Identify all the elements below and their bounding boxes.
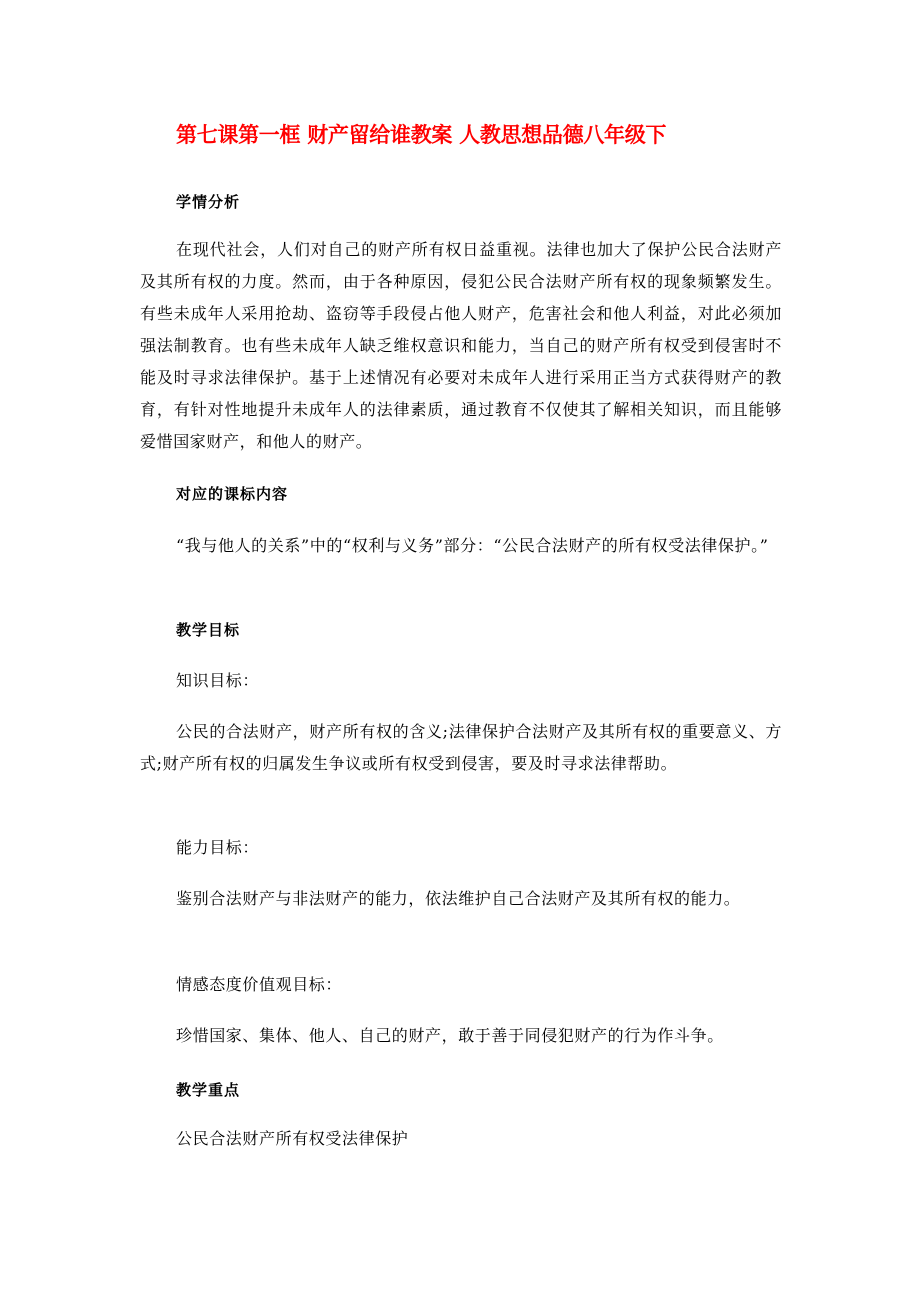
section-heading-analysis: 学情分析 — [176, 193, 241, 211]
label-ability-objective: 能力目标： — [176, 838, 260, 857]
paragraph-knowledge-objective: 公民的合法财产，财产所有权的含义;法律保护合法财产及其所有权的重要意义、方式;财产所有权的归属发生争议或所有权受到侵害，要及时寻求法律帮助。 — [140, 722, 782, 773]
document-title: 第七课第一框 财产留给谁教案 人教思想品德八年级下 — [176, 123, 667, 147]
section-heading-standard: 对应的课标内容 — [176, 485, 289, 503]
label-knowledge-objective: 知识目标： — [176, 671, 260, 690]
section-heading-objectives: 教学目标 — [176, 621, 241, 639]
paragraph-attitude-objective: 珍惜国家、集体、他人、自己的财产，敢于善于同侵犯财产的行为作斗争。 — [176, 1026, 724, 1045]
paragraph-ability-objective: 鉴别合法财产与非法财产的能力，依法维护自己合法财产及其所有权的能力。 — [176, 889, 741, 908]
paragraph-analysis: 在现代社会，人们对自己的财产所有权日益重视。法律也加大了保护公民合法财产及其所有权的力度。然而，由于各种原因，侵犯公民合法财产所有权的现象频繁发生。有些未成年人采用抢劫、盗窃等手段侵占他人财产，危害社会和他人利益，对此必须加强法制教育。也有些未成年人缺乏维权意识和能力，当自己的财产所有权受到侵害时不能及时寻求法律保护。基于上述情况有必要对未成年人进行采用正当方式获得财产的教育，有针对性地提升未成年人的法律素质，通过教育不仅使其了解相关知识，而且能够爱惜国家财产，和他人的财产。 — [140, 240, 782, 451]
paragraph-key-points: 公民合法财产所有权受法律保护 — [176, 1129, 409, 1148]
label-attitude-objective: 情感态度价值观目标： — [176, 975, 343, 994]
section-heading-key-points: 教学重点 — [176, 1081, 241, 1099]
paragraph-standard: “我与他人的关系”中的“权利与义务”部分：“公民合法财产的所有权受法律保护。” — [176, 536, 769, 555]
